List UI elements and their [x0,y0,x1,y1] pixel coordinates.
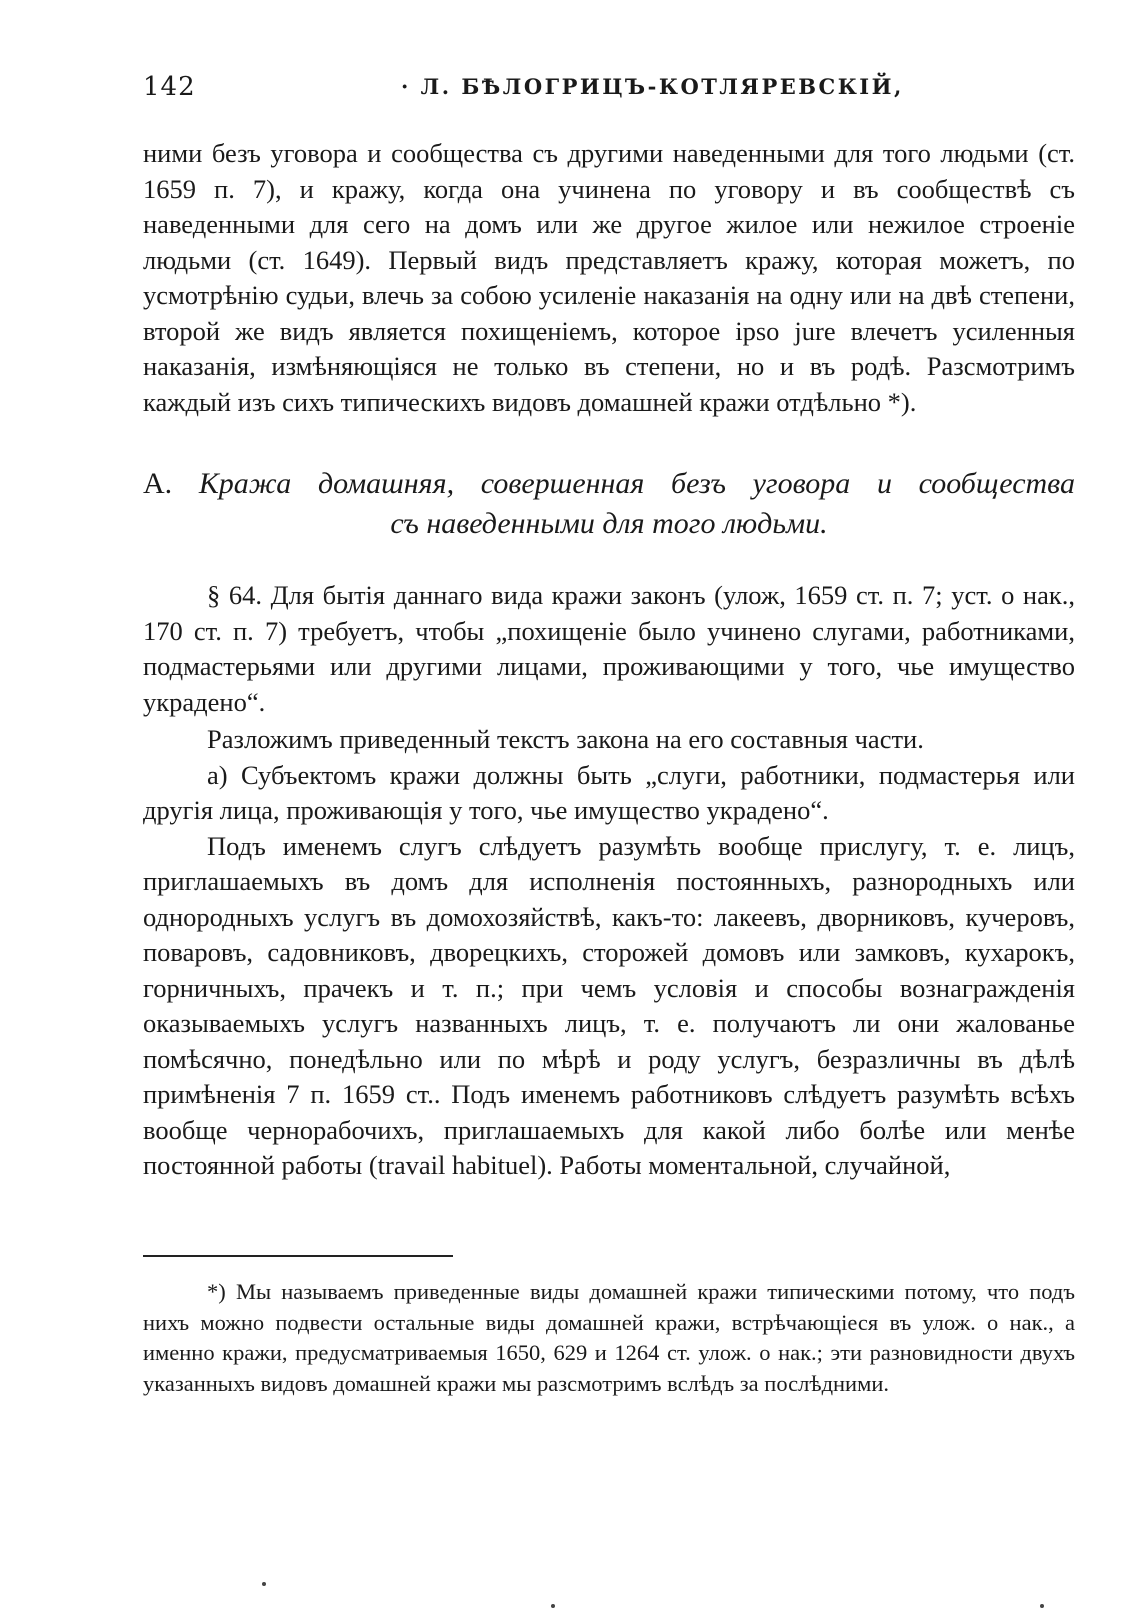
paragraph-5: Подъ именемъ слугъ слѣдуетъ разумѣть вообще прислугу, т. е. лицъ, приглашаемыхъ въ домъ для исполненія постоянныхъ, разнородныхъ или однородныхъ услугъ въ домохозяйствѣ, какъ-то: лакеевъ, дворниковъ, кучеровъ, поваровъ, садовниковъ, дворецкихъ, сторожей домовъ или замковъ, кухарокъ, горничныхъ, прачекъ и т. п.; при чемъ условія и способы вознагражденія оказываемыхъ услугъ названныхъ лицъ, т. е. получаютъ ли они жалованье помѣсячно, понедѣльно или по мѣрѣ и роду услугъ, безразличны въ дѣлѣ примѣненія 7 п. 1659 ст.. Подъ именемъ работниковъ слѣдуетъ разумѣть всѣхъ вообще чернорабочихъ, приглашаемыхъ для какой либо болѣе или менѣе постоянной работы (travail habituel). Работы моментальной, случайной, [143,830,1075,1180]
section-heading [143,464,1075,544]
page-number: 142 [143,72,196,102]
paragraph-2: § 64. Для бытія даннаго вида кражи законъ (улож, 1659 ст. п. 7; уст. о нак., 170 ст. п. 7) требуетъ, чтобы „похищеніе было учинено слугами, работниками, подмастерьями или другими лицами, проживающими у того, чье имущество украдено“. [143,580,1075,717]
section-heading-line-1 [143,464,1075,504]
paragraph-3: Разложимъ приведенный текстъ закона на его составныя части. [207,724,924,754]
section-heading-letter: А. [143,467,173,500]
footnote: *) Мы называемъ приведенные виды домашней кражи типическими потому, что подъ нихъ можно подвести остальные виды домашней кражи, встрѣчающіеся въ улож. о нак., а именно кражи, предусматриваемыя 1650, 629 и 1264 ст. улож. о нак.; эти разновидности двухъ указанныхъ видовъ домашней кражи мы разсмотримъ вслѣдъ за послѣдними. [143,1279,1075,1396]
paragraph-4: а) Субъектомъ кражи должны быть „слуги, работники, подмастерья или другія лица, проживающія у того, чье имущество украдено“. [143,759,1075,825]
page-body [143,66,1075,1184]
section-heading-line-2: съ наведенными для того людьми. [390,507,828,540]
paragraph-1: ними безъ уговора и сообщества съ другими наведенными для того людьми (ст. 1659 п. 7), и кражу, когда она учинена по уговору и въ сообществѣ съ наведенными для сего на домъ или же другое жилое или нежилое строеніе людьми (ст. 1649). Первый видъ представляетъ кражу, которая можетъ, по усмотрѣнію судьи, влечь за собою усиленіе наказанія на одну или на двѣ степени, второй же видъ является похищеніемъ, которое ipso jure влечетъ усиленныя наказанія, измѣняющіяся не только въ степени, но и въ родѣ. Разсмотримъ каждый изъ сихъ типическихъ видовъ домашней кражи отдѣльно *). [143,138,1075,417]
page-header [143,66,1075,106]
print-speck [262,1582,266,1586]
section-heading-line-1-text: Кража домашняя, совершенная безъ уговора и сообщества [198,467,1075,500]
footnote-rule [143,1255,453,1257]
print-speck [551,1604,555,1608]
print-speck [1040,1604,1044,1608]
running-head: · Л. БѢЛОГРИЦЪ-КОТЛЯРЕВСКІЙ, [401,74,904,99]
